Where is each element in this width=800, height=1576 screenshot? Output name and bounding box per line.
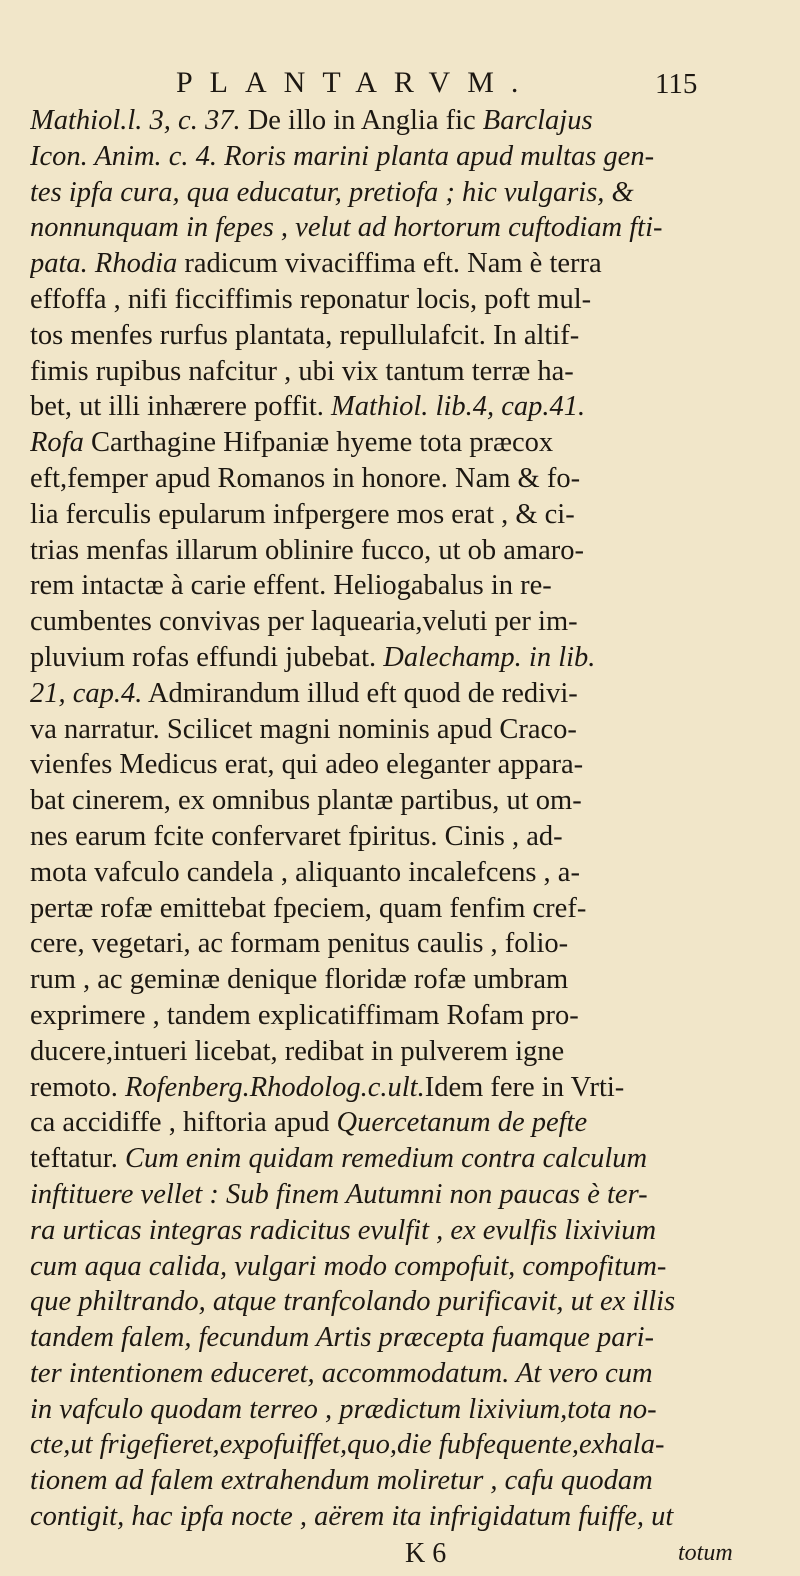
text-line [30,1034,778,1070]
text-line [30,461,778,497]
text-line [30,1249,778,1285]
text-segment: De illo in Anglia fic [240,105,483,136]
text-line [30,1356,778,1392]
text-segment: Barclajus [482,105,593,136]
text-segment: lia ferculis epularum infpergere mos erat , & ci- [30,498,575,530]
text-segment: Cum enim quidam remedium contra calculum [124,1143,648,1175]
text-segment: Icon. Anim. c. 4. Roris marini planta apud multas gen- [30,140,655,172]
text-line [30,246,778,282]
page-number: 115 [655,68,698,100]
text-line [30,926,778,962]
text-segment: rum , ac geminæ denique floridæ rofæ umbram [30,964,569,996]
text-segment: in vafculo quodam terreo , prædictum lixivium,tota no- [30,1393,657,1425]
text-segment: vienfes Medicus erat, qui adeo eleganter appara- [30,749,584,781]
text-line [30,640,778,676]
text-segment: que philtrando, atque tranfcolando purificavit, ut ex illis [30,1286,676,1318]
text-line [30,1463,778,1499]
text-segment: exprimere , tandem explicatiffimam Rofam pro- [30,999,579,1031]
text-segment: 21, cap.4. [30,677,143,709]
text-segment: Quercetanum de pefte [336,1107,588,1139]
text-segment: pertæ rofæ emittebat fpeciem, quam fenfim cref- [30,892,587,924]
running-title: PLANTARVM. [176,66,536,99]
text-line [30,998,778,1034]
catchword: totum [678,1540,733,1566]
text-line [30,1284,778,1320]
text-segment: va narratur. Scilicet magni nominis apud Craco- [30,713,577,745]
text-line [30,676,778,712]
text-segment: ra urticas integras radicitus evulfit , ex evulfis lixivium [30,1214,657,1246]
text-line [30,855,778,891]
text-segment: bat cinerem, ex omnibus plantæ partibus, ut om- [30,785,582,817]
text-segment: tandem falem, fecundum Artis præcepta fuamque pari- [30,1322,655,1354]
text-line [30,1141,778,1177]
text-segment: Rofa [30,427,84,459]
page-header [0,66,800,106]
text-line [30,962,778,998]
text-segment: Mathiol. lib.4, cap.41. [331,391,586,423]
text-line [30,1177,778,1213]
text-segment: effoffa , nifi ficciffimis reponatur locis, poft mul- [30,283,592,315]
text-line [30,354,778,390]
text-segment: remoto. [30,1071,125,1103]
text-segment: cte,ut frigefieret,expofuiffet,quo,die fubfequente,exhala- [30,1429,665,1461]
text-segment: tionem ad falem extrahendum moliretur , cafu quodam [30,1465,653,1497]
text-segment: nonnunquam in fepes , velut ad hortorum cuftodiam fti- [30,212,663,244]
text-segment: fimis rupibus nafcitur , ubi vix tantum terræ ha- [30,355,574,387]
text-line [30,783,778,819]
text-line [30,1392,778,1428]
page-footer [0,1538,800,1574]
text-segment: cere, vegetari, ac formam penitus caulis , folio- [30,928,569,960]
text-segment: pluvium rofas effundi jubebat. [30,641,384,673]
text-segment: bet, ut illi inhærere poffit. [30,391,332,423]
text-segment: teftatur. [30,1143,125,1175]
text-segment: cum aqua calida, vulgari modo compofuit, compofitum- [30,1250,667,1282]
text-segment: pata. Rhodia [30,248,178,280]
text-segment: nes earum fcite confervaret fpiritus. Cinis , ad- [30,820,563,852]
text-segment: Rofenberg.Rhodolog.c.ult. [124,1071,425,1103]
text-segment: ducere,intueri licebat, redibat in pulverem igne [30,1035,565,1067]
text-line [30,1070,778,1106]
text-line [30,604,778,640]
text-segment: mota vafculo candela , aliquanto incalefcens , a- [30,856,580,888]
signature-mark: K 6 [405,1538,447,1569]
text-line [30,139,778,175]
text-segment: trias menfas illarum oblinire fucco, ut ob amaro- [30,534,584,566]
text-line [30,533,778,569]
text-line [30,175,778,211]
text-segment: Admirandum illud eft quod de redivi- [142,677,578,709]
text-segment: ter intentionem educeret, accommodatum. At vero cum [30,1357,653,1389]
text-line [30,497,778,533]
text-line [30,1105,778,1141]
text-segment: Carthagine Hifpaniæ hyeme tota præcox [83,427,554,459]
text-segment: cumbentes convivas per laquearia,veluti per im- [30,606,578,638]
text-segment: Idem fere in Vrti- [424,1071,625,1103]
text-line [30,389,778,425]
text-line [30,712,778,748]
text-line [30,1320,778,1356]
text-line [30,425,778,461]
text-line [30,1213,778,1249]
text-segment: Dalechamp. in lib. [383,641,596,673]
text-segment: radicum vivaciffima eft. Nam è terra [177,248,602,280]
text-segment: inftituere vellet : Sub finem Autumni non paucas è ter- [30,1178,648,1210]
text-line [30,1499,778,1535]
text-line [30,210,778,246]
text-line [30,318,778,354]
text-segment: Mathiol.l. 3, c. 37. [30,105,241,136]
text-line [30,1427,778,1463]
text-segment: contigit, hac ipfa nocte , aërem ita infrigidatum fuiffe, ut [30,1501,674,1533]
text-line [30,568,778,604]
text-segment: ca accidiffe , hiftoria apud [30,1107,337,1139]
text-segment: tos menfes rurfus plantata, repullulafcit. In altif- [30,319,580,351]
body-text [30,103,778,1535]
text-line [30,891,778,927]
text-line [30,103,778,139]
text-segment: eft,femper apud Romanos in honore. Nam & fo- [30,462,581,494]
text-segment: tes ipfa cura, qua educatur, pretiofa ; hic vulgaris, & [30,176,634,208]
text-line [30,819,778,855]
text-line [30,282,778,318]
text-segment: rem intactæ à carie effent. Heliogabalus in re- [30,570,552,602]
text-line [30,747,778,783]
